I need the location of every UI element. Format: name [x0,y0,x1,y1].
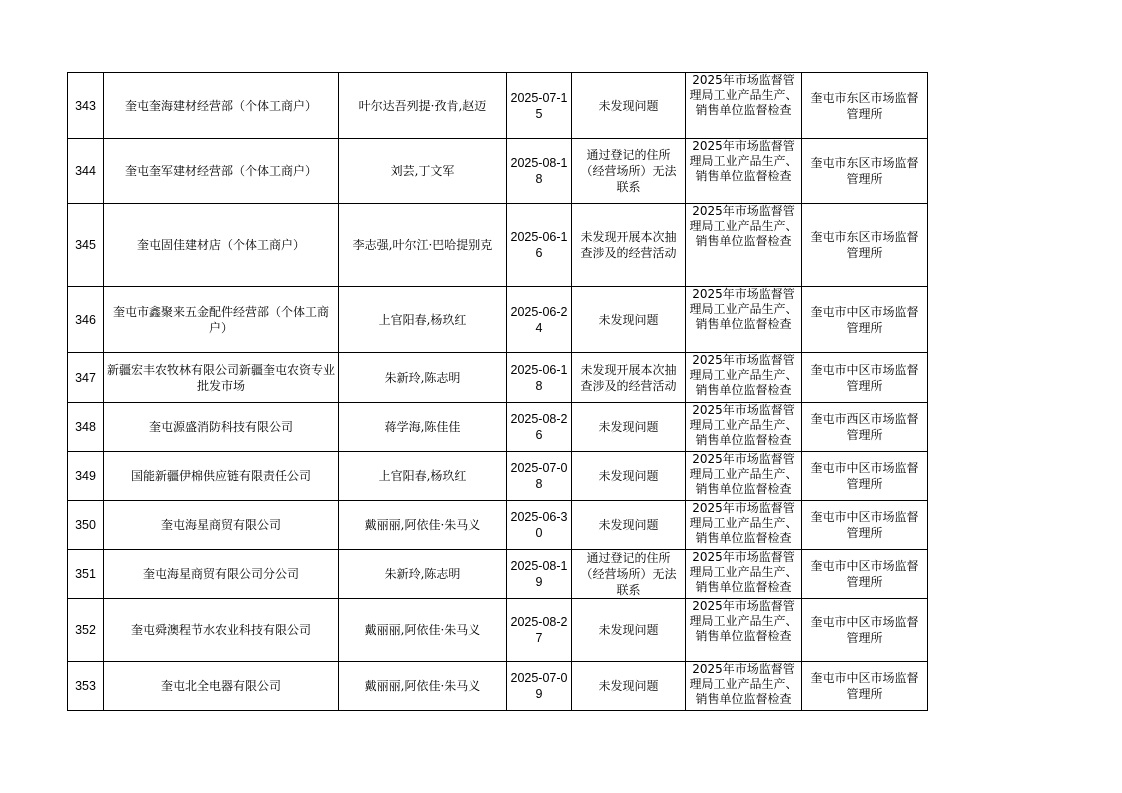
inspection-task [686,204,802,287]
table-row [68,501,928,550]
inspectors: 戴丽丽,阿依佳·朱马义 [339,662,507,711]
inspectors: 刘芸,丁文军 [339,139,507,204]
inspection-date: 2025-07-15 [507,73,572,139]
table-row [68,287,928,353]
inspection-department: 奎屯市中区市场监督管理所 [802,452,928,501]
inspection-result: 未发现问题 [572,73,686,139]
row-number: 353 [68,662,104,711]
enterprise-name: 新疆宏丰农牧林有限公司新疆奎屯农资专业批发市场 [104,353,339,403]
inspection-task-text: 2025年市场监督管理局工业产品生产、销售单位监督检查 [689,550,798,594]
inspectors: 叶尔达吾列提·孜肯,赵迈 [339,73,507,139]
inspection-department: 奎屯市中区市场监督管理所 [802,599,928,662]
inspection-result: 未发现问题 [572,403,686,452]
inspection-result: 未发现问题 [572,662,686,711]
enterprise-name: 奎屯舜澳程节水农业科技有限公司 [104,599,339,662]
row-number: 348 [68,403,104,452]
inspection-task [686,403,802,452]
table-row [68,139,928,204]
inspection-date: 2025-06-16 [507,204,572,287]
table-row [68,452,928,501]
inspection-task-text: 2025年市场监督管理局工业产品生产、销售单位监督检查 [689,599,798,643]
inspection-department: 奎屯市中区市场监督管理所 [802,550,928,599]
enterprise-name: 国能新疆伊棉供应链有限责任公司 [104,452,339,501]
inspection-result: 未发现问题 [572,501,686,550]
inspection-task [686,139,802,204]
table-row [68,353,928,403]
inspection-department: 奎屯市中区市场监督管理所 [802,501,928,550]
inspection-task-text: 2025年市场监督管理局工业产品生产、销售单位监督检查 [689,353,798,397]
table-row [68,599,928,662]
inspection-department: 奎屯市东区市场监督管理所 [802,73,928,139]
inspection-result: 通过登记的住所（经营场所）无法联系 [572,139,686,204]
inspection-department: 奎屯市中区市场监督管理所 [802,353,928,403]
enterprise-name: 奎屯市鑫聚来五金配件经营部（个体工商户） [104,287,339,353]
row-number: 343 [68,73,104,139]
table-row [68,662,928,711]
inspection-result: 未发现问题 [572,599,686,662]
row-number: 345 [68,204,104,287]
inspectors: 朱新玲,陈志明 [339,550,507,599]
inspection-department: 奎屯市西区市场监督管理所 [802,403,928,452]
enterprise-name: 奎屯奎海建材经营部（个体工商户） [104,73,339,139]
inspection-date: 2025-08-26 [507,403,572,452]
inspection-result: 未发现开展本次抽查涉及的经营活动 [572,353,686,403]
inspection-task [686,662,802,711]
inspection-task-text: 2025年市场监督管理局工业产品生产、销售单位监督检查 [689,501,798,545]
inspection-task-text: 2025年市场监督管理局工业产品生产、销售单位监督检查 [689,287,798,331]
inspection-date: 2025-08-19 [507,550,572,599]
inspection-department: 奎屯市中区市场监督管理所 [802,662,928,711]
inspection-task [686,452,802,501]
inspection-task-text: 2025年市场监督管理局工业产品生产、销售单位监督检查 [689,204,798,248]
inspectors: 戴丽丽,阿依佳·朱马义 [339,599,507,662]
inspection-result: 未发现问题 [572,287,686,353]
inspection-date: 2025-07-09 [507,662,572,711]
inspection-date: 2025-07-08 [507,452,572,501]
row-number: 349 [68,452,104,501]
row-number: 351 [68,550,104,599]
inspectors: 李志强,叶尔江·巴哈提别克 [339,204,507,287]
row-number: 346 [68,287,104,353]
inspection-task-text: 2025年市场监督管理局工业产品生产、销售单位监督检查 [689,73,798,117]
inspection-task-text: 2025年市场监督管理局工业产品生产、销售单位监督检查 [689,662,798,706]
inspection-task [686,550,802,599]
inspectors: 上官阳春,杨玖红 [339,452,507,501]
inspection-task [686,73,802,139]
row-number: 344 [68,139,104,204]
inspection-date: 2025-06-18 [507,353,572,403]
inspectors: 戴丽丽,阿依佳·朱马义 [339,501,507,550]
inspection-result: 未发现问题 [572,452,686,501]
inspection-department: 奎屯市东区市场监督管理所 [802,204,928,287]
row-number: 347 [68,353,104,403]
table-row [68,403,928,452]
inspection-task [686,287,802,353]
table-row [68,204,928,287]
enterprise-name: 奎屯海星商贸有限公司 [104,501,339,550]
table-row [68,550,928,599]
inspection-task-text: 2025年市场监督管理局工业产品生产、销售单位监督检查 [689,403,798,447]
inspection-task-text: 2025年市场监督管理局工业产品生产、销售单位监督检查 [689,452,798,496]
enterprise-name: 奎屯奎军建材经营部（个体工商户） [104,139,339,204]
enterprise-name: 奎屯固佳建材店（个体工商户） [104,204,339,287]
inspection-task [686,353,802,403]
inspectors: 上官阳春,杨玖红 [339,287,507,353]
enterprise-name: 奎屯北全电器有限公司 [104,662,339,711]
inspection-date: 2025-06-30 [507,501,572,550]
inspection-department: 奎屯市东区市场监督管理所 [802,139,928,204]
inspection-task-text: 2025年市场监督管理局工业产品生产、销售单位监督检查 [689,139,798,183]
enterprise-name: 奎屯源盛消防科技有限公司 [104,403,339,452]
inspection-results-table [67,72,928,711]
inspection-result: 未发现开展本次抽查涉及的经营活动 [572,204,686,287]
row-number: 350 [68,501,104,550]
inspection-date: 2025-08-27 [507,599,572,662]
table-row [68,73,928,139]
enterprise-name: 奎屯海星商贸有限公司分公司 [104,550,339,599]
inspection-task [686,501,802,550]
inspectors: 蒋学海,陈佳佳 [339,403,507,452]
inspection-date: 2025-08-18 [507,139,572,204]
inspection-result: 通过登记的住所（经营场所）无法联系 [572,550,686,599]
row-number: 352 [68,599,104,662]
inspection-date: 2025-06-24 [507,287,572,353]
inspection-task [686,599,802,662]
inspectors: 朱新玲,陈志明 [339,353,507,403]
inspection-department: 奎屯市中区市场监督管理所 [802,287,928,353]
